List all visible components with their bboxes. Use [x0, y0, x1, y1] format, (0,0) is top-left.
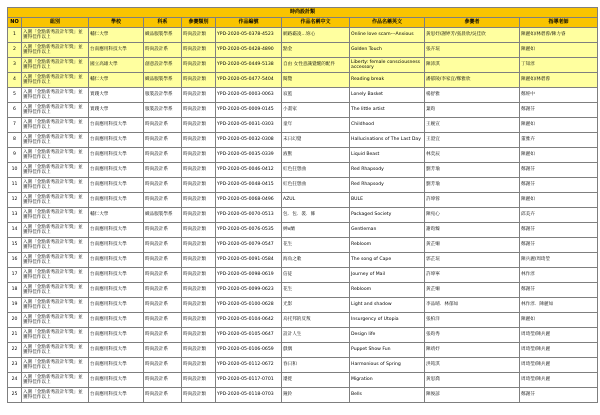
- cell-cn: 寂籃: [282, 88, 350, 103]
- cell-entrant: 洪筠淇: [425, 358, 520, 373]
- cell-no: 19: [8, 298, 22, 313]
- cell-entrant: 謝昀臻: [425, 223, 520, 238]
- cell-en: Harmonious of Spring: [350, 358, 425, 373]
- cell-id: YPD-2020-05-0428-4890: [216, 43, 282, 58]
- cell-cn: 春日和: [282, 358, 350, 373]
- cell-teacher: 陳兵麗/周琦瑩: [520, 253, 598, 268]
- cell-dept: 時尚設計系: [144, 43, 182, 58]
- cell-category: 時尚設計類: [182, 88, 216, 103]
- cell-group: 入圍「金點新秀設計年獎」並獲得佳作以上: [22, 118, 89, 133]
- cell-group: 入圍「金點新秀設計年獎」並獲得佳作以上: [22, 328, 89, 343]
- cell-dept: 時尚設計系: [144, 358, 182, 373]
- cell-en: Lonely Basket: [350, 88, 425, 103]
- cell-id: YPD-2020-05-0070-0513: [216, 208, 282, 223]
- cell-id: YPD-2020-05-0378-4523: [216, 28, 282, 43]
- column-header-group: 組別: [22, 18, 89, 28]
- cell-id: YPD-2020-05-0079-0547: [216, 238, 282, 253]
- cell-entrant: 王澄宜: [425, 133, 520, 148]
- cell-teacher: 林作淳．陳麗如: [520, 298, 598, 313]
- cell-entrant: 黃芷姍: [425, 238, 520, 253]
- table-row: [8, 148, 598, 163]
- cell-id: YPD-2020-05-0117-0701: [216, 373, 282, 388]
- column-header-cn: 作品名稱中文: [282, 18, 350, 28]
- cell-id: YPD-2020-05-0104-0642: [216, 313, 282, 328]
- cell-teacher: 陳麗如: [520, 313, 598, 328]
- cell-no: 13: [8, 208, 22, 223]
- cell-school: 台南應用科技大學: [89, 268, 144, 283]
- cell-entrant: 張昀秀: [425, 328, 520, 343]
- cell-teacher: 鄭謝芬: [520, 283, 598, 298]
- cell-dept: 時尚設計系: [144, 298, 182, 313]
- cell-entrant: 陳靖妤: [425, 343, 520, 358]
- cell-en: Golden Touch: [350, 43, 425, 58]
- cell-dept: 時尚設計系: [144, 343, 182, 358]
- sheet-title: 時尚設計類: [8, 8, 598, 18]
- cell-id: YPD-2020-05-0112-0672: [216, 358, 282, 373]
- cell-id: YPD-2020-05-0048-0415: [216, 178, 282, 193]
- cell-teacher: 鄭謝芬: [520, 223, 598, 238]
- header-row: [8, 18, 598, 28]
- cell-en: Liquid Beast: [350, 148, 425, 163]
- cell-category: 時尚設計類: [182, 373, 216, 388]
- cell-en: Insurgency of Utopia: [350, 313, 425, 328]
- cell-en: The song of Cape: [350, 253, 425, 268]
- cell-school: 台南應用科技大學: [89, 223, 144, 238]
- cell-teacher: 陳麗如: [520, 118, 598, 133]
- cell-en: Childhood: [350, 118, 425, 133]
- cell-cn: 童年: [282, 118, 350, 133]
- cell-cn: 紅色狂想曲: [282, 163, 350, 178]
- cell-teacher: 董雅卉: [520, 133, 598, 148]
- cell-entrant: 劉芳瑜: [425, 163, 520, 178]
- cell-id: YPD-2020-05-0068-0496: [216, 193, 282, 208]
- table-row: [8, 73, 598, 88]
- cell-category: 時尚設計類: [182, 328, 216, 343]
- cell-category: 時尚設計類: [182, 58, 216, 73]
- column-header-teacher: 指導老師: [520, 18, 598, 28]
- cell-category: 時尚設計類: [182, 28, 216, 43]
- cell-cn: 自由 女性意識覺醒的配件: [282, 58, 350, 73]
- cell-teacher: 鄭謝芬: [520, 163, 598, 178]
- table-row: [8, 298, 598, 313]
- cell-en: Red Rhapsody: [350, 178, 425, 193]
- table-row: [8, 178, 598, 193]
- cell-school: 台南應用科技大學: [89, 118, 144, 133]
- cell-school: 台南應用科技大學: [89, 163, 144, 178]
- cell-id: YPD-2020-05-0477-5404: [216, 73, 282, 88]
- cell-group: 入圍「金點新秀設計年獎」並獲得佳作以上: [22, 208, 89, 223]
- cell-id: YPD-2020-05-0035-0339: [216, 148, 282, 163]
- cell-en: Rebloom: [350, 283, 425, 298]
- cell-category: 時尚設計類: [182, 298, 216, 313]
- cell-group: 入圍「金點新秀設計年獎」並獲得佳作以上: [22, 238, 89, 253]
- table-row: [8, 193, 598, 208]
- cell-id: YPD-2020-05-0106-0659: [216, 343, 282, 358]
- cell-teacher: 陳麗如/林碧蓉: [520, 73, 598, 88]
- cell-cn: 紳x蘭: [282, 223, 350, 238]
- cell-no: 16: [8, 253, 22, 268]
- cell-dept: 時尚設計系: [144, 178, 182, 193]
- cell-group: 入圍「金點新秀設計年獎」並獲得佳作以上: [22, 58, 89, 73]
- cell-category: 時尚設計類: [182, 313, 216, 328]
- cell-no: 7: [8, 118, 22, 133]
- cell-teacher: 陳麗如: [520, 43, 598, 58]
- cell-school: 台南應用科技大學: [89, 178, 144, 193]
- cell-group: 入圍「金點新秀設計年獎」並獲得佳作以上: [22, 343, 89, 358]
- cell-id: YPD-2020-05-0009-0145: [216, 103, 282, 118]
- cell-id: YPD-2020-05-0031-0303: [216, 118, 282, 133]
- cell-no: 2: [8, 43, 22, 58]
- cell-dept: 織品服裝學系: [144, 73, 182, 88]
- cell-group: 入圍「金點新秀設計年獎」並獲得佳作以上: [22, 358, 89, 373]
- cell-school: 台南應用科技大學: [89, 313, 144, 328]
- cell-teacher: 周琦瑩/陳兵麗: [520, 343, 598, 358]
- cell-no: 25: [8, 388, 22, 403]
- cell-cn: 網路霸凌…妳心: [282, 28, 350, 43]
- cell-dept: 時尚設計系: [144, 328, 182, 343]
- cell-id: YPD-2020-05-0032-0308: [216, 133, 282, 148]
- cell-dept: 服裝設計學系: [144, 88, 182, 103]
- cell-en: BULE: [350, 193, 425, 208]
- cell-category: 時尚設計類: [182, 388, 216, 403]
- cell-id: YPD-2020-05-0003-0063: [216, 88, 282, 103]
- cell-cn: 遷徙: [282, 373, 350, 388]
- cell-teacher: 鄭謝芬: [520, 238, 598, 253]
- cell-entrant: 王婉宣: [425, 118, 520, 133]
- table-row: [8, 163, 598, 178]
- cell-group: 入圍「金點新秀設計年獎」並獲得佳作以上: [22, 193, 89, 208]
- table-row: [8, 238, 598, 253]
- cell-group: 入圍「金點新秀設計年獎」並獲得佳作以上: [22, 28, 89, 43]
- cell-school: 實踐大學: [89, 88, 144, 103]
- cell-category: 時尚設計類: [182, 193, 216, 208]
- cell-category: 時尚設計類: [182, 253, 216, 268]
- cell-no: 17: [8, 268, 22, 283]
- cell-cn: 末日幻覺: [282, 133, 350, 148]
- cell-teacher: 周琦瑩/陳兵麗: [520, 373, 598, 388]
- cell-teacher: 鄭謝芬: [520, 103, 598, 118]
- cell-no: 22: [8, 343, 22, 358]
- cell-id: YPD-2020-05-0449-5138: [216, 58, 282, 73]
- table-row: [8, 223, 598, 238]
- cell-teacher: 鄭謝芬: [520, 178, 598, 193]
- cell-cn: 閱覽: [282, 73, 350, 88]
- column-header-category: 參賽類別: [182, 18, 216, 28]
- cell-dept: 時尚設計系: [144, 133, 182, 148]
- table-row: [8, 88, 598, 103]
- cell-teacher: 林作淳: [520, 268, 598, 283]
- cell-teacher: 周琦瑩/陳兵麗: [520, 358, 598, 373]
- cell-dept: 時尚設計系: [144, 193, 182, 208]
- cell-entrant: 許瑋寧: [425, 268, 520, 283]
- cell-school: 台南應用科技大學: [89, 148, 144, 163]
- cell-en: Gentleman: [350, 223, 425, 238]
- cell-category: 時尚設計類: [182, 268, 216, 283]
- entries-table: [7, 7, 598, 403]
- cell-en: Migration: [350, 373, 425, 388]
- cell-no: 18: [8, 283, 22, 298]
- cell-cn: 點金: [282, 43, 350, 58]
- cell-en: Online love scam---Anxious: [350, 28, 425, 43]
- cell-dept: 時尚設計系: [144, 388, 182, 403]
- cell-dept: 時尚設計系: [144, 268, 182, 283]
- cell-entrant: 陳沛淇: [425, 58, 520, 73]
- cell-entrant: 楊舒雅: [425, 88, 520, 103]
- cell-entrant: 郭芷瑄: [425, 253, 520, 268]
- table-row: [8, 118, 598, 133]
- cell-entrant: 林奕辰: [425, 148, 520, 163]
- table-row: [8, 253, 598, 268]
- cell-dept: 時尚設計系: [144, 253, 182, 268]
- cell-en: Bells: [350, 388, 425, 403]
- cell-group: 入圍「金點新秀設計年獎」並獲得佳作以上: [22, 43, 89, 58]
- cell-dept: 時尚設計系: [144, 118, 182, 133]
- cell-group: 入圍「金點新秀設計年獎」並獲得佳作以上: [22, 268, 89, 283]
- cell-category: 時尚設計類: [182, 118, 216, 133]
- cell-group: 入圍「金點新秀設計年獎」並獲得佳作以上: [22, 178, 89, 193]
- cell-id: YPD-2020-05-0091-0584: [216, 253, 282, 268]
- cell-cn: 烏托邦的反叛: [282, 313, 350, 328]
- cell-entrant: 陳宛心: [425, 208, 520, 223]
- cell-cn: 鐘鈴: [282, 388, 350, 403]
- cell-dept: 創意設計學系: [144, 58, 182, 73]
- cell-category: 時尚設計類: [182, 223, 216, 238]
- cell-category: 時尚設計類: [182, 43, 216, 58]
- cell-no: 20: [8, 313, 22, 328]
- cell-id: YPD-2020-05-0076-0535: [216, 223, 282, 238]
- cell-entrant: 黃思喬: [425, 373, 520, 388]
- cell-no: 15: [8, 238, 22, 253]
- cell-en: Journey of Mail: [350, 268, 425, 283]
- cell-no: 6: [8, 103, 22, 118]
- cell-school: 實踐大學: [89, 103, 144, 118]
- cell-cn: 小畫家: [282, 103, 350, 118]
- table-row: [8, 58, 598, 73]
- cell-entrant: 劉芳瑜: [425, 178, 520, 193]
- cell-no: 11: [8, 178, 22, 193]
- cell-cn: 花生: [282, 238, 350, 253]
- cell-id: YPD-2020-05-0100-0628: [216, 298, 282, 313]
- cell-entrant: 張柏洋: [425, 313, 520, 328]
- cell-entrant: 陳俊諺: [425, 388, 520, 403]
- cell-en: Red Rhapsody: [350, 163, 425, 178]
- cell-group: 入圍「金點新秀設計年獎」並獲得佳作以上: [22, 373, 89, 388]
- column-header-school: 學校: [89, 18, 144, 28]
- cell-en: Puppet Show Fun: [350, 343, 425, 358]
- cell-entrant: 潘郁陵/李家宜/鄭雅欣: [425, 73, 520, 88]
- cell-school: 台南應用科技大學: [89, 343, 144, 358]
- cell-no: 9: [8, 148, 22, 163]
- cell-school: 輔仁大學: [89, 73, 144, 88]
- cell-entrant: 張卉瑄: [425, 43, 520, 58]
- cell-dept: 時尚設計系: [144, 148, 182, 163]
- cell-category: 時尚設計類: [182, 358, 216, 373]
- cell-teacher: 陳麗如/林碧蓉/陳力睿: [520, 28, 598, 43]
- cell-category: 時尚設計類: [182, 238, 216, 253]
- column-header-en: 作品名稱英文: [350, 18, 425, 28]
- cell-group: 入圍「金點新秀設計年獎」並獲得佳作以上: [22, 103, 89, 118]
- table-row: [8, 133, 598, 148]
- cell-group: 入圍「金點新秀設計年獎」並獲得佳作以上: [22, 253, 89, 268]
- cell-no: 12: [8, 193, 22, 208]
- table-row: [8, 43, 598, 58]
- cell-no: 24: [8, 373, 22, 388]
- cell-school: 輔仁大學: [89, 208, 144, 223]
- cell-no: 23: [8, 358, 22, 373]
- table-row: [8, 328, 598, 343]
- column-header-dept: 科系: [144, 18, 182, 28]
- cell-school: 台南應用科技大學: [89, 298, 144, 313]
- table-body: [8, 28, 598, 403]
- cell-school: 台南應用科技大學: [89, 253, 144, 268]
- cell-cn: 包．包．裝．飾: [282, 208, 350, 223]
- cell-dept: 時尚設計系: [144, 163, 182, 178]
- cell-school: 國立高雄大學: [89, 58, 144, 73]
- cell-teacher: 周琦瑩/陳兵麗: [520, 328, 598, 343]
- cell-cn: 信徒: [282, 268, 350, 283]
- cell-cn: 花生: [282, 283, 350, 298]
- table-row: [8, 208, 598, 223]
- cell-school: 台南應用科技大學: [89, 283, 144, 298]
- table-row: [8, 28, 598, 43]
- column-header-id: 作品編號: [216, 18, 282, 28]
- column-header-no: NO: [8, 18, 22, 28]
- cell-group: 入圍「金點新秀設計年獎」並獲得佳作以上: [22, 388, 89, 403]
- cell-group: 入圍「金點新秀設計年獎」並獲得佳作以上: [22, 313, 89, 328]
- cell-teacher: 鄭謝芬: [520, 388, 598, 403]
- table-row: [8, 313, 598, 328]
- cell-teacher: 鄭經中: [520, 88, 598, 103]
- cell-dept: 服裝設計學系: [144, 103, 182, 118]
- cell-group: 入圍「金點新秀設計年獎」並獲得佳作以上: [22, 88, 89, 103]
- cell-group: 入圍「金點新秀設計年獎」並獲得佳作以上: [22, 73, 89, 88]
- cell-en: Design life: [350, 328, 425, 343]
- cell-dept: 時尚設計系: [144, 283, 182, 298]
- cell-school: 台南應用科技大學: [89, 373, 144, 388]
- cell-no: 8: [8, 133, 22, 148]
- cell-en: Packaged Society: [350, 208, 425, 223]
- cell-no: 1: [8, 28, 22, 43]
- cell-teacher: 丁知淳: [520, 58, 598, 73]
- cell-no: 5: [8, 88, 22, 103]
- cell-school: 台南應用科技大學: [89, 238, 144, 253]
- cell-school: 輔仁大學: [89, 28, 144, 43]
- cell-en: The little artist: [350, 103, 425, 118]
- cell-en: Reading break: [350, 73, 425, 88]
- spreadsheet: [7, 7, 597, 403]
- cell-id: YPD-2020-05-0098-0619: [216, 268, 282, 283]
- cell-en: Hallucinations of The Last Day: [350, 133, 425, 148]
- cell-cn: 光影: [282, 298, 350, 313]
- cell-en: Light and shadow: [350, 298, 425, 313]
- cell-group: 入圍「金點新秀設計年獎」並獲得佳作以上: [22, 133, 89, 148]
- cell-entrant: 李品晴．林郁如: [425, 298, 520, 313]
- cell-id: YPD-2020-05-0118-0703: [216, 388, 282, 403]
- cell-category: 時尚設計類: [182, 178, 216, 193]
- cell-no: 4: [8, 73, 22, 88]
- cell-dept: 時尚設計系: [144, 373, 182, 388]
- cell-en: Liberty: female consciousness accessory: [350, 58, 425, 73]
- column-header-entrant: 參賽者: [425, 18, 520, 28]
- cell-id: YPD-2020-05-0099-0623: [216, 283, 282, 298]
- table-row: [8, 268, 598, 283]
- cell-entrant: 許瑋蓉: [425, 193, 520, 208]
- cell-dept: 時尚設計系: [144, 238, 182, 253]
- cell-cn: 液獸: [282, 148, 350, 163]
- table-row: [8, 283, 598, 298]
- cell-id: YPD-2020-05-0105-0647: [216, 328, 282, 343]
- cell-cn: 海角之歌: [282, 253, 350, 268]
- cell-cn: 設計人生: [282, 328, 350, 343]
- cell-group: 入圍「金點新秀設計年獎」並獲得佳作以上: [22, 283, 89, 298]
- table-row: [8, 388, 598, 403]
- cell-school: 台南應用科技大學: [89, 388, 144, 403]
- cell-category: 時尚設計類: [182, 148, 216, 163]
- cell-category: 時尚設計類: [182, 163, 216, 178]
- cell-entrant: 葉昀: [425, 103, 520, 118]
- cell-school: 台南應用科技大學: [89, 133, 144, 148]
- cell-cn: 戲偶: [282, 343, 350, 358]
- cell-dept: 時尚設計系: [144, 313, 182, 328]
- cell-teacher: 陳麗如: [520, 193, 598, 208]
- cell-entrant: 黃思妤/謝婷芳/張晨欣/吳佳欣: [425, 28, 520, 43]
- cell-school: 台南應用科技大學: [89, 358, 144, 373]
- cell-id: YPD-2020-05-0046-0412: [216, 163, 282, 178]
- cell-no: 3: [8, 58, 22, 73]
- cell-category: 時尚設計類: [182, 103, 216, 118]
- cell-category: 時尚設計類: [182, 283, 216, 298]
- table-row: [8, 373, 598, 388]
- cell-dept: 織品服裝學系: [144, 28, 182, 43]
- cell-category: 時尚設計類: [182, 133, 216, 148]
- cell-en: Rebloom: [350, 238, 425, 253]
- cell-school: 台南應用科技大學: [89, 193, 144, 208]
- cell-group: 入圍「金點新秀設計年獎」並獲得佳作以上: [22, 163, 89, 178]
- cell-dept: 織品服裝學系: [144, 208, 182, 223]
- cell-school: 台南應用科技大學: [89, 328, 144, 343]
- cell-cn: 紅色狂想曲: [282, 178, 350, 193]
- cell-dept: 時尚設計系: [144, 223, 182, 238]
- cell-no: 10: [8, 163, 22, 178]
- cell-group: 入圍「金點新秀設計年獎」並獲得佳作以上: [22, 298, 89, 313]
- cell-school: 台南應用科技大學: [89, 43, 144, 58]
- table-row: [8, 103, 598, 118]
- cell-cn: AZUL: [282, 193, 350, 208]
- cell-category: 時尚設計類: [182, 343, 216, 358]
- table-row: [8, 358, 598, 373]
- cell-no: 21: [8, 328, 22, 343]
- cell-group: 入圍「金點新秀設計年獎」並獲得佳作以上: [22, 148, 89, 163]
- cell-category: 時尚設計類: [182, 73, 216, 88]
- table-row: [8, 343, 598, 358]
- cell-no: 14: [8, 223, 22, 238]
- cell-entrant: 黃芷姍: [425, 283, 520, 298]
- cell-teacher: 邱美卉: [520, 208, 598, 223]
- cell-group: 入圍「金點新秀設計年獎」並獲得佳作以上: [22, 223, 89, 238]
- cell-teacher: 陳麗如: [520, 148, 598, 163]
- cell-category: 時尚設計類: [182, 208, 216, 223]
